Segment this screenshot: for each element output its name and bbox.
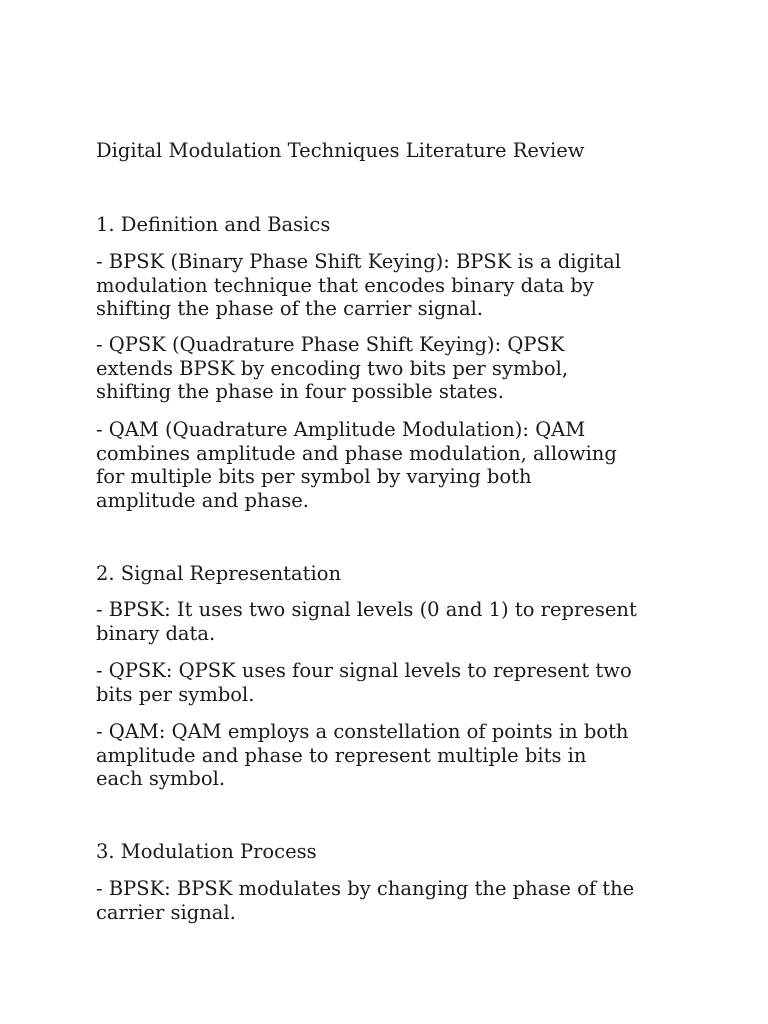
paragraph-line: - QAM (Quadrature Amplitude Modulation): QAM (96, 418, 586, 441)
paragraph-line: shifting the phase in four possible states. (96, 380, 504, 403)
paragraph-line: amplitude and phase to represent multiple bits in (96, 743, 587, 767)
paragraph-line: bits per symbol. (96, 682, 255, 706)
paragraph-line: each symbol. (96, 767, 226, 790)
paragraph-line: - BPSK (Binary Phase Shift Keying): BPSK is a digital (96, 250, 621, 273)
paragraph-line: - QPSK (Quadrature Phase Shift Keying): QPSK (96, 333, 565, 356)
paragraph-line: modulation technique that encodes binary data by (96, 273, 594, 297)
paragraph-line: for multiple bits per symbol by varying both (96, 465, 532, 488)
section-heading: 1. Definition and Basics (96, 213, 331, 236)
section-heading: 3. Modulation Process (96, 840, 317, 863)
paragraph-line: shifting the phase of the carrier signal. (96, 297, 484, 320)
paragraph-line: combines amplitude and phase modulation, allowing (96, 441, 617, 465)
paragraph-line: - QPSK: QPSK uses four signal levels to represent two (96, 659, 632, 682)
section-heading: 2. Signal Representation (96, 562, 342, 585)
paragraph-line: - BPSK: It uses two signal levels (0 and 1) to represent (96, 598, 637, 621)
paragraph-line: binary data. (96, 621, 216, 645)
paragraph-line: carrier signal. (96, 900, 236, 924)
paragraph-line: - QAM: QAM employs a constellation of points in both (96, 720, 629, 743)
paragraph-line: extends BPSK by encoding two bits per symbol, (96, 356, 569, 380)
paragraph-line: - BPSK: BPSK modulates by changing the phase of the (96, 877, 635, 900)
document-title: Digital Modulation Techniques Literature Review (96, 139, 585, 162)
paragraph-line: amplitude and phase. (96, 488, 309, 512)
